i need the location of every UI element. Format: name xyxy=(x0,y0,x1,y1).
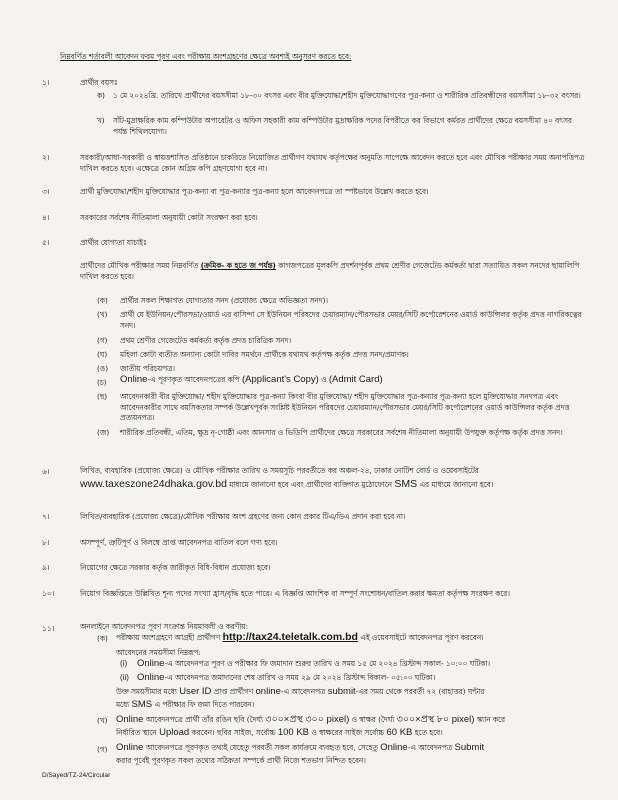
section-7-text: লিখিত/ব্যবহারিক (প্রযোজ্য ক্ষেত্রে)/মৌখিক পরীক্ষায় অংশ গ্রহণের জন্য কোন প্রকার টিএ/ডিএ প্রদান করা হবে না। xyxy=(80,512,406,521)
section-1a-text: ১ মে ২০২৪খ্রি. তারিখে প্রার্থীদের বয়সসীমা ১৮-৩০ বৎসর এবং বীর মুক্তিযোদ্ধা/শহীদ মুক্তিযোদ্ধাগণের পুত্র-কন্যা ও শারীরিক প্রতিবন্ধীদের বয়সসীমা ১৮-৩২ বৎসর। xyxy=(113,91,581,100)
submission-note-line2: মধ্যে SMS এ পরীক্ষার ফি জমা দিতে পারবেন। xyxy=(116,699,255,710)
section-3-number: ৩। xyxy=(42,187,50,196)
timeline-i-text: Online-এ আবেদনপত্র পূরণ ও পরীক্ষার ফি জমাদান শুরুর তারিখ ও সময় ১৫ মে ২০২৪ খ্রিস্টাব্দ সকাল- ১০:০০ ঘটিকা। xyxy=(137,658,491,669)
section-11c-line1: Online আবেদনপত্রে পূরণকৃত তথ্যই যেহেতু পরবর্তী সকল কার্যক্রমে ব্যবহৃত হবে, সেহেতু Online-এ আবেদনপত্র Submit xyxy=(116,742,485,753)
application-timeline-label: আবেদনের সময়সীমা নিম্নরূপ: xyxy=(116,648,201,657)
list-item-text: Online-এ পূরণকৃত আবেদনপত্রের কপি (Applicant's Copy) ও (Admit Card) xyxy=(120,374,383,385)
timeline-ii-text: Online-এ আবেদনপত্র জমাদানের শেষ তারিখ ও সময় ২৯ মে ২০২৪ খ্রিস্টাব্দ বিকাল- ০৫:০০ ঘটিকা। xyxy=(137,672,436,683)
section-1-number: ১। xyxy=(42,78,50,87)
section-6-text: লিখিত, ব্যবহারিক (প্রযোজ্য ক্ষেত্রে) ও মৌখিক পরীক্ষার তারিখ ও সময়সূচি পরবর্তীতে কর অঞ্চল-২৪, ঢাকার নোটিশ বোর্ড ও ওয়েবসাইটের www.taxeszone24dhaka.gov.bd মাধ্যমে জানানো হবে এবং প্রার্থীদের ব্যক্তিগত মুঠোফোনে SMS এর মাধ্যমে জানানো হবে। xyxy=(80,466,494,490)
taxeszone-website-link[interactable]: www.taxeszone24dhaka.gov.bd xyxy=(80,477,227,490)
section-11a-text: পরীক্ষায় অংশগ্রহণে আগ্রহী প্রার্থীগণ http://tax24.teletalk.com.bd এই ওয়েবসাইটে আবেদনপত্র পূরণ করবেন। xyxy=(116,631,484,643)
section-9-text: নিয়োগের ক্ষেত্রে সরকার কর্তৃক জারীকৃত বিধি-বিধান প্রযোজ্য হবে। xyxy=(80,563,271,572)
list-item-label: (ঘ) xyxy=(97,350,108,359)
section-11c-line2: করার পূর্বেই পূরণকৃত সকল তথ্যের সঠিকতা সম্পর্কে প্রার্থী নিজে শতভাগ নিশ্চিত হবেন। xyxy=(116,756,366,765)
section-5-para-part2: কাগজপত্রের মূলকপি প্রদর্শনপূর্বক প্রথম শ্রেণীর গেজেটেড কর্মকর্তা দ্বারা সত্যায়িত সকল সনদের ছায়ালিপি দাখিল করতে হবে। xyxy=(80,261,580,281)
section-5-paragraph xyxy=(80,260,585,282)
section-5-heading: প্রার্থীর যোগ্যতা যাচাইঃ xyxy=(80,238,147,247)
list-item-label: (খ) xyxy=(97,310,108,319)
section-5-para-part1: প্রার্থীদের মৌখিক পরীক্ষার সময় নিম্নবর্ণিত xyxy=(80,261,199,270)
list-item-text: শারীরিক প্রতিবন্ধী, এতিম, ক্ষুদ্র নৃ-গোষ্ঠী এবং আনসার ও ভিডিপি প্রার্থীদের ক্ষেত্রে সরকারের সর্বশেষ নীতিমালা অনুযায়ী উপযুক্ত কর্তৃপক্ষ কর্তৃক প্রদত্ত সনদ। xyxy=(120,428,563,437)
section-3-text: প্রার্থী মুক্তিযোদ্ধা/শহীদ মুক্তিযোদ্ধার পুত্র-কন্যা বা পুত্র-কন্যার পুত্র-কন্যা হলে আবেদনপত্রে তা স্পষ্টভাবে উল্লেখ করতে হবে। xyxy=(80,187,429,196)
section-11b-line2: নির্ধারিত স্থানে Upload করবেন। ছবির সাইজ, সর্বোচ্চ 100 KB ও স্বাক্ষরের সাইজ সর্বোচ্চ 60 KB হতে হবে। xyxy=(116,727,443,738)
section-4-number: ৪। xyxy=(42,213,50,222)
timeline-i-label: (i) xyxy=(120,659,128,668)
list-item-label: (জ) xyxy=(97,428,110,437)
submission-note-line1: উক্ত সময়সীমার মধ্যে User ID প্রাপ্ত প্রার্থীগণ online-এ আবেদনপত্র submit-এর সময় থেকে পরবর্তী ৭২ (বাহাত্তর) ঘন্টার xyxy=(116,686,485,697)
list-item-label: (ঙ) xyxy=(97,364,109,373)
section-5-number: ৫। xyxy=(42,238,50,247)
section-1b-label: খ) xyxy=(97,116,105,125)
section-10-text: নিয়োগ বিজ্ঞপ্তিতে উল্লিখিত শূন্য পদের সংখ্যা হ্রাস/বৃদ্ধি হতে পারে। এ বিজ্ঞপ্তি আংশিক বা সম্পূর্ণ সংশোধন/বাতিল করার ক্ষমতা কর্তৃপক্ষ সংরক্ষণ করে। xyxy=(80,589,510,598)
section-7-number: ৭। xyxy=(42,512,50,521)
section-11a-label: (ক) xyxy=(97,634,108,643)
list-item-label: (গ) xyxy=(97,336,108,345)
list-item-text: প্রার্থীর সকল শিক্ষাগত যোগ্যতার সনদ (প্রযোজ্য ক্ষেত্রে অভিজ্ঞতা সনদ)। xyxy=(120,296,329,305)
section-2-number: ২। xyxy=(42,153,50,162)
list-item-label: (চ) xyxy=(97,378,107,387)
section-4-text: সরকারের সর্বশেষ নীতিমালা অনুযায়ী কোটা সংরক্ষণ করা হবে। xyxy=(80,213,258,222)
section-9-number: ৯। xyxy=(42,563,50,572)
section-11-heading: অনলাইনে আবেদনপত্র পূরণ সংক্রান্ত নিয়মাবলী ও করণীয়: xyxy=(80,622,249,631)
section-11b-line1: Online আবেদনপত্রে প্রার্থী তাঁর রঙিন ছবি (দৈর্ঘ্য ৩০০×প্রস্থ ৩০০ pixel) ও স্বাক্ষর (দৈর্ঘ্য ৩০০×প্রস্থ ৮০ pixel) স্ক্যান করে xyxy=(116,714,505,725)
section-6-number: ৬। xyxy=(42,467,50,476)
document-reference-footer: D/Sayed/TZ-24/Circular xyxy=(42,772,111,779)
section-11-number: ১১। xyxy=(42,624,55,633)
section-1-heading: প্রার্থীর বয়সঃ xyxy=(80,78,118,87)
section-10-number: ১০। xyxy=(42,589,55,598)
section-8-number: ৮। xyxy=(42,538,50,547)
list-item-text: জাতীয় পরিচয়পত্র। xyxy=(120,364,176,373)
intro-heading: নিম্নবর্ণিত শর্তাবলী আবেদন ফরম পূরণ এবং পরীক্ষায় অংশগ্রহণের ক্ষেত্রে অবশ্যই অনুসরণ করতে হবে: xyxy=(60,52,352,61)
list-item-label: (ক) xyxy=(97,296,108,305)
list-item-label: (ছ) xyxy=(97,392,108,401)
list-item-text: প্রার্থী যে ইউনিয়ন/পৌরসভা/ওয়ার্ড এর বাসিন্দা সে ইউনিয়ন পরিষদের চেয়ারম্যান/পৌরসভার মেয়র/সিটি কর্পোরেশনের ওয়ার্ড কাউন্সিলর কর্তৃক প্রদত্ত নাগরিকত্বের সনদ। xyxy=(120,310,582,330)
list-item-text: আবেদনকারী বীর মুক্তিযোদ্ধা/ শহীদ মুক্তিযোদ্ধার পুত্র-কন্যা কিংবা বীর মুক্তিযোদ্ধা/ শহীদ মুক্তিযোদ্ধার পুত্র-কন্যার পুত্র-কন্যা হলে মুক্তিযোদ্ধার সনদপত্র এবং আবেদনকারীর সাথে বয়সিকতার সম্পর্ক উল্লেখপূর্বক সংশ্লিষ্ট ইউনিয়ন পরিষদের চেয়ারম্যান/পৌরসভার মেয়র/সিটি কর্পোরেশনের ওয়ার্ড কাউন্সিলর কর্তৃক প্রদত্ত প্রত্যয়নপত্র। xyxy=(120,392,570,422)
section-11b-label: (খ) xyxy=(97,716,108,725)
section-1a-label: ক) xyxy=(97,91,105,100)
list-item-text: মহিলা কোটা ব্যতীত অন্যান্য কোটা দাবির সমর্থনে প্রার্থীকে যথাযথ কর্তৃপক্ষ কর্তৃক প্রদত্ত সনদ/প্রমাণক। xyxy=(120,350,409,359)
list-item-text: প্রথম শ্রেণীর গেজেটেড কর্মকর্তা কর্তৃক প্রদত্ত চারিত্রিক সনদ। xyxy=(120,336,292,345)
section-8-text: অসম্পূর্ণ, ত্রুটিপূর্ণ ও বিলম্বে প্রাপ্ত আবেদনপত্র বাতিল বলে গণ্য হবে। xyxy=(80,538,278,547)
timeline-ii-label: (ii) xyxy=(120,673,129,682)
section-1b-text: সাঁট-মুদ্রাক্ষরিক কাম কম্পিউটার অপারেটর ও অফিস সহকারী কাম কম্পিউটার মুদ্রাক্ষরিক পদের বিপরীতে কর বিভাগে কর্মরত প্রার্থীদের ক্ষেত্রে বয়সসীমা ৪০ বৎসর পর্যন্ত শিথিলযোগ্য। xyxy=(113,116,572,136)
section-2-text: সরকারী/আধা-সরকারী ও স্বায়ত্তশাসিত প্রতিষ্ঠানে চাকরিতে নিয়োজিত প্রার্থীগণ যথাযথ কর্তৃপক্ষের অনুমতি সাপেক্ষে আবেদন করতে হবে এবং মৌখিক পরীক্ষার সময় অনাপত্তিপত্র দাখিল করতে হবে। এক্ষেত্রে কোন অগ্রিম কপি গ্রহণযোগ্য হবে না। xyxy=(80,153,585,173)
teletalk-website-link[interactable]: http://tax24.teletalk.com.bd xyxy=(222,631,358,643)
section-5-para-emphasis: (ক্রমিক- ক হতে জ পর্যন্ত) xyxy=(200,261,276,270)
section-11c-label: (গ) xyxy=(97,745,108,754)
